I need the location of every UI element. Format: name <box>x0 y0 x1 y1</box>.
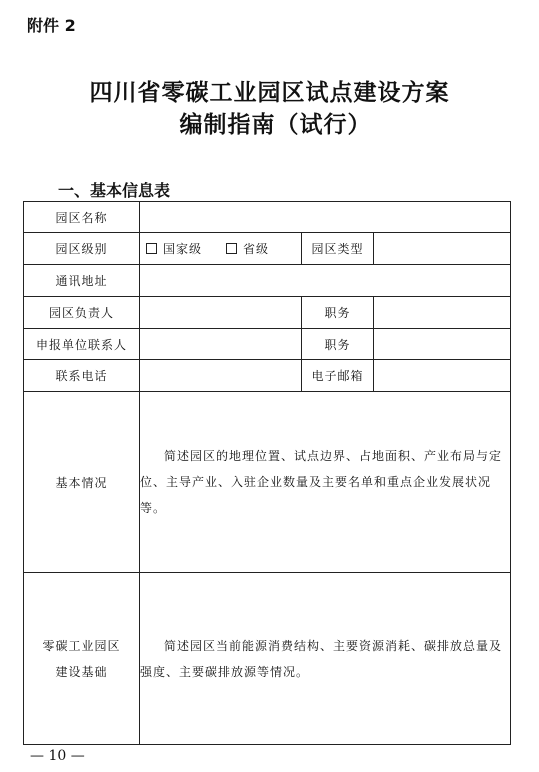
row-address <box>24 265 511 297</box>
park-head-label: 园区负责人 <box>24 297 140 329</box>
foundation-description: 简述园区当前能源消费结构、主要资源消耗、碳排放总量及强度、主要碳排放源等情况。 <box>140 638 503 679</box>
contact-position-label: 职务 <box>302 329 374 360</box>
option-provincial-label: 省级 <box>243 242 270 256</box>
park-name-label: 园区名称 <box>24 202 140 233</box>
row-phone <box>24 360 511 392</box>
page-number: — 10 — <box>30 748 85 764</box>
basic-info-field[interactable] <box>140 392 511 573</box>
option-national-label: 国家级 <box>163 242 203 256</box>
foundation-label-line2: 建设基础 <box>55 664 108 679</box>
basic-info-table <box>23 201 511 745</box>
park-type-field[interactable] <box>374 233 511 265</box>
basic-info-label: 基本情况 <box>24 392 140 573</box>
checkbox-provincial[interactable] <box>226 243 237 254</box>
park-head-position-label: 职务 <box>302 297 374 329</box>
row-park-head <box>24 297 511 329</box>
basic-info-description: 简述园区的地理位置、试点边界、占地面积、产业布局与定位、主导产业、入驻企业数量及主要名单和重点企业发展状况等。 <box>140 449 503 515</box>
contact-position-field[interactable] <box>374 329 511 360</box>
row-applicant-contact <box>24 329 511 360</box>
applicant-contact-label: 申报单位联系人 <box>24 329 140 360</box>
phone-label: 联系电话 <box>24 360 140 392</box>
foundation-field[interactable] <box>140 573 511 745</box>
foundation-label-line1: 零碳工业园区 <box>42 638 121 653</box>
row-park-level <box>24 233 511 265</box>
park-level-options <box>140 233 302 265</box>
row-park-name <box>24 202 511 233</box>
attachment-label: 附件 2 <box>27 16 76 35</box>
row-foundation <box>24 573 511 745</box>
foundation-label <box>24 573 140 745</box>
park-name-field[interactable] <box>140 202 511 233</box>
applicant-contact-field[interactable] <box>140 329 302 360</box>
park-type-label: 园区类型 <box>302 233 374 265</box>
email-field[interactable] <box>374 360 511 392</box>
email-label: 电子邮箱 <box>302 360 374 392</box>
document-title-line1: 四川省零碳工业园区试点建设方案 <box>89 79 450 106</box>
section-heading: 一、基本信息表 <box>58 181 171 200</box>
park-head-field[interactable] <box>140 297 302 329</box>
address-field[interactable] <box>140 265 511 297</box>
row-basic-info <box>24 392 511 573</box>
document-title-line2: 编制指南（试行） <box>179 111 372 138</box>
address-label: 通讯地址 <box>24 265 140 297</box>
phone-field[interactable] <box>140 360 302 392</box>
checkbox-national[interactable] <box>146 243 157 254</box>
park-head-position-field[interactable] <box>374 297 511 329</box>
park-level-label: 园区级别 <box>24 233 140 265</box>
